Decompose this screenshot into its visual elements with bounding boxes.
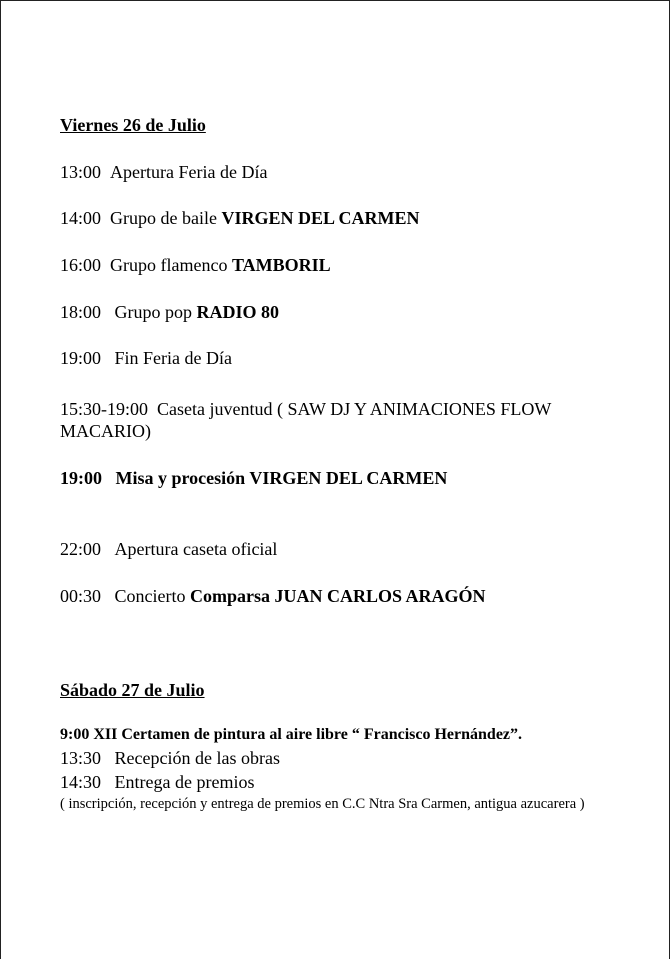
event-1300 (60, 161, 267, 183)
event-text: Entrega de premios (114, 772, 255, 792)
event-text: Recepción de las obras (114, 748, 280, 768)
event-text: Grupo flamenco (110, 255, 228, 275)
event-time: 13:30 (60, 748, 102, 768)
event-1400 (60, 207, 420, 229)
event-time: 16:00 (60, 255, 102, 275)
event-performer: VIRGEN DEL CARMEN (221, 208, 420, 228)
contest-note: ( inscripción, recepción y entrega de premios en C.C Ntra Sra Carmen, antigua azucarera ) (60, 796, 585, 812)
event-0030 (60, 585, 486, 607)
event-time: 19:00 (60, 468, 102, 488)
day-heading-saturday: Sábado 27 de Julio (60, 680, 205, 700)
day-heading-friday: Viernes 26 de Julio (60, 115, 206, 135)
event-time: 18:00 (60, 302, 102, 322)
event-1800 (60, 301, 279, 323)
event-time: 19:00 (60, 348, 102, 368)
event-performer: RADIO 80 (196, 302, 280, 322)
event-time: 00:30 (60, 586, 102, 606)
event-time: 22:00 (60, 539, 102, 559)
painting-contest: 9:00 XII Certamen de pintura al aire libre “ Francisco Hernández”. (60, 726, 523, 743)
event-text: Apertura caseta oficial (114, 539, 278, 559)
event-text: Misa y procesión VIRGEN DEL CARMEN (115, 468, 448, 488)
event-2200 (60, 538, 277, 560)
event-performer: Comparsa JUAN CARLOS ARAGÓN (190, 586, 486, 606)
event-caseta-juventud (60, 398, 580, 442)
event-1600 (60, 254, 331, 276)
event-text: Caseta juventud ( SAW DJ Y ANIMACIONES FLOW MACARIO) (60, 399, 552, 441)
event-misa-procesion (60, 467, 447, 489)
event-1900-fin (60, 347, 232, 369)
event-1330 (60, 747, 280, 769)
event-text: Grupo pop (114, 302, 193, 322)
event-text: Apertura Feria de Día (110, 162, 268, 182)
event-time: 13:00 (60, 162, 102, 182)
event-text: Concierto (114, 586, 186, 606)
event-text: Fin Feria de Día (114, 348, 232, 368)
event-time: 15:30-19:00 (60, 399, 148, 419)
event-time: 14:30 (60, 772, 102, 792)
event-text: Grupo de baile (110, 208, 217, 228)
event-performer: TAMBORIL (231, 255, 331, 275)
event-time: 14:00 (60, 208, 102, 228)
event-1430 (60, 771, 254, 793)
